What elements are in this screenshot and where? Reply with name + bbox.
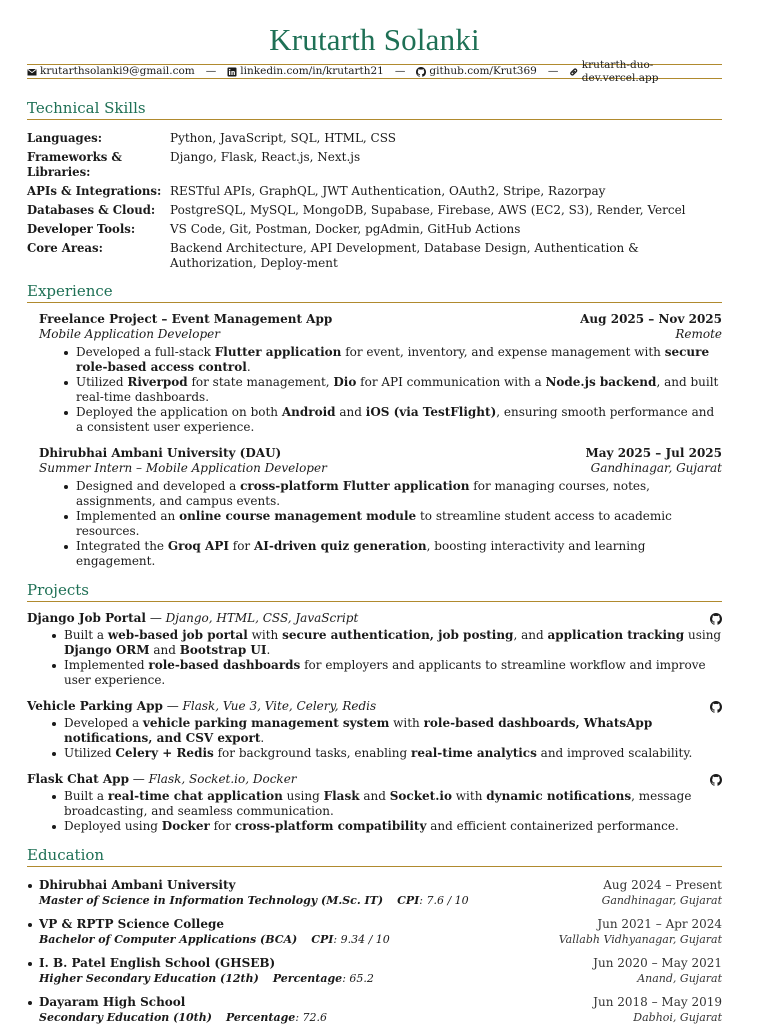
project-bullets xyxy=(27,716,722,761)
section-title-projects: Projects xyxy=(27,581,722,602)
list-item: Utilized Riverpod for state management, Dio for API communication with a Node.js backend, and built real-time dashboards. xyxy=(64,375,722,405)
edu-school: VP & RPTP Science College xyxy=(39,917,224,931)
candidate-name: Krutarth Solanki xyxy=(269,22,480,57)
edu-score: : 7.6 / 10 xyxy=(419,894,469,907)
edu-score: : 9.34 / 10 xyxy=(333,933,390,946)
separator: — xyxy=(394,65,406,77)
entry-role: Summer Intern – Mobile Application Developer xyxy=(39,461,327,475)
list-item: Deployed the application on both Android and iOS (via TestFlight), ensuring smooth performance and a consistent user experience. xyxy=(64,405,722,435)
skill-value: Python, JavaScript, SQL, HTML, CSS xyxy=(170,131,396,145)
separator: — xyxy=(547,65,559,77)
project-bullets xyxy=(27,789,722,834)
contact-website[interactable] xyxy=(569,59,722,85)
skills-list xyxy=(27,131,722,271)
edu-degree: Master of Science in Information Technology (M.Sc. IT) xyxy=(39,894,384,907)
skill-label: Databases & Cloud: xyxy=(27,203,156,217)
project-name: Flask Chat App xyxy=(27,772,129,786)
entry-location: Remote xyxy=(675,327,722,341)
entry-subhead xyxy=(39,461,722,476)
list-item: Integrated the Groq API for AI-driven quiz generation, boosting interactivity and learning engagement. xyxy=(64,539,722,569)
github-icon[interactable] xyxy=(710,613,722,625)
list-item: Developed a vehicle parking management system with role-based dashboards, WhatsApp notifications, and CSV export. xyxy=(52,716,722,746)
skill-label: Languages: xyxy=(27,131,103,145)
skill-value: Django, Flask, React.js, Next.js xyxy=(170,150,361,164)
section-title-skills: Technical Skills xyxy=(27,99,722,120)
edu-score-label: Percentage xyxy=(272,972,343,985)
project-head: Flask Chat App — Flask, Socket.io, Docker xyxy=(27,772,722,787)
contact-email[interactable] xyxy=(27,65,195,78)
education-entry xyxy=(27,956,722,986)
skill-row xyxy=(27,131,722,146)
edu-degree: Higher Secondary Education (12th) xyxy=(39,972,259,985)
link-icon xyxy=(569,67,578,77)
entry-dates: Aug 2025 – Nov 2025 xyxy=(580,312,722,326)
skill-value: Backend Architecture, API Development, Database Design, Authentication & Authorization, Deploy-ment xyxy=(170,241,639,270)
list-item: Implemented an online course management module to streamline student access to academic resources. xyxy=(64,509,722,539)
edu-score-label: CPI xyxy=(311,933,334,946)
list-item: Utilized Celery + Redis for background tasks, enabling real-time analytics and improved scalability. xyxy=(52,746,722,761)
entry-bullets xyxy=(39,345,722,435)
envelope-icon xyxy=(27,67,37,77)
education-entry xyxy=(27,995,722,1024)
linkedin-text: linkedin.com/in/krutarth21 xyxy=(240,65,384,77)
edu-location: Dabhoi, Gujarat xyxy=(633,1011,722,1024)
experience-entry xyxy=(27,446,722,569)
entry-role: Mobile Application Developer xyxy=(39,327,220,341)
github-icon[interactable] xyxy=(710,774,722,786)
edu-school: I. B. Patel English School (GHSEB) xyxy=(39,956,276,970)
skill-label: Developer Tools: xyxy=(27,222,136,236)
list-item: Implemented role-based dashboards for employers and applicants to streamline workflow and improve user experience. xyxy=(52,658,722,688)
github-icon xyxy=(416,67,426,77)
github-text: github.com/Krut369 xyxy=(429,65,537,77)
edu-dates: Aug 2024 – Present xyxy=(603,878,722,892)
skill-label: APIs & Integrations: xyxy=(27,184,162,198)
skill-row xyxy=(27,203,722,218)
entry-head xyxy=(39,446,722,461)
contact-github[interactable] xyxy=(416,65,536,78)
edu-location: Anand, Gujarat xyxy=(637,972,722,985)
edu-school: Dayaram High School xyxy=(39,995,186,1009)
list-item: Built a web-based job portal with secure authentication, job posting, and application tracking using Django ORM and Bootstrap UI. xyxy=(52,628,722,658)
edu-location: Vallabh Vidhyanagar, Gujarat xyxy=(558,933,722,946)
edu-score: : 65.2 xyxy=(342,972,374,985)
list-item: Deployed using Docker for cross-platform compatibility and efficient containerized performance. xyxy=(52,819,722,834)
list-item: Built a real-time chat application using Flask and Socket.io with dynamic notifications, message broadcasting, and seamless communication. xyxy=(52,789,722,819)
skill-row xyxy=(27,150,722,180)
project-name: Django Job Portal xyxy=(27,611,146,625)
email-text: krutarthsolanki9@gmail.com xyxy=(40,65,195,77)
section-title-education: Education xyxy=(27,846,722,867)
entry-dates: May 2025 – Jul 2025 xyxy=(585,446,722,460)
skill-row xyxy=(27,241,722,271)
resume-page xyxy=(27,22,722,1024)
section-title-experience: Experience xyxy=(27,282,722,303)
list-item: Developed a full-stack Flutter application for event, inventory, and expense management with secure role-based access control. xyxy=(64,345,722,375)
experience-entry xyxy=(27,312,722,435)
project-bullets xyxy=(27,628,722,688)
entry-location: Gandhinagar, Gujarat xyxy=(590,461,722,475)
project-head: Vehicle Parking App — Flask, Vue 3, Vite, Celery, Redis xyxy=(27,699,722,714)
entry-org: Dhirubhai Ambani University (DAU) xyxy=(39,446,282,460)
skill-label: Frameworks & Libraries: xyxy=(27,150,122,179)
skill-row xyxy=(27,222,722,237)
edu-score-label: CPI xyxy=(397,894,420,907)
github-icon[interactable] xyxy=(710,701,722,713)
separator: — xyxy=(205,65,217,77)
skill-value: RESTful APIs, GraphQL, JWT Authentication, OAuth2, Stripe, Razorpay xyxy=(170,184,606,198)
project-entry xyxy=(27,611,722,688)
edu-location: Gandhinagar, Gujarat xyxy=(601,894,722,907)
skill-value: PostgreSQL, MySQL, MongoDB, Supabase, Firebase, AWS (EC2, S3), Render, Vercel xyxy=(170,203,686,217)
project-stack: Django, HTML, CSS, JavaScript xyxy=(165,611,359,625)
skill-value: VS Code, Git, Postman, Docker, pgAdmin, GitHub Actions xyxy=(170,222,521,236)
entry-head xyxy=(39,312,722,327)
project-stack: Flask, Vue 3, Vite, Celery, Redis xyxy=(182,699,377,713)
edu-dates: Jun 2021 – Apr 2024 xyxy=(597,917,722,931)
list-item: Designed and developed a cross-platform Flutter application for managing courses, notes, assignments, and campus events. xyxy=(64,479,722,509)
edu-dates: Jun 2020 – May 2021 xyxy=(593,956,722,970)
project-name: Vehicle Parking App xyxy=(27,699,163,713)
edu-dates: Jun 2018 – May 2019 xyxy=(593,995,722,1009)
entry-bullets xyxy=(39,479,722,569)
edu-score: : 72.6 xyxy=(295,1011,328,1024)
project-stack: Flask, Socket.io, Docker xyxy=(148,772,297,786)
skill-label: Core Areas: xyxy=(27,241,103,255)
edu-school: Dhirubhai Ambani University xyxy=(39,878,236,892)
project-entry xyxy=(27,772,722,834)
entry-subhead xyxy=(39,327,722,342)
project-entry xyxy=(27,699,722,761)
edu-degree: Secondary Education (10th) xyxy=(39,1011,212,1024)
entry-org: Freelance Project – Event Management App xyxy=(39,312,333,326)
linkedin-icon xyxy=(227,67,237,77)
skill-row xyxy=(27,184,722,199)
edu-score-label: Percentage xyxy=(225,1011,296,1024)
education-entry xyxy=(27,917,722,947)
education-entry xyxy=(27,878,722,908)
contact-bar xyxy=(27,58,722,84)
edu-degree: Bachelor of Computer Applications (BCA) xyxy=(39,933,298,946)
project-head: Django Job Portal — Django, HTML, CSS, JavaScript xyxy=(27,611,722,626)
website-text: krutarth-duo-dev.vercel.app xyxy=(581,58,659,84)
contact-linkedin[interactable] xyxy=(227,65,384,78)
